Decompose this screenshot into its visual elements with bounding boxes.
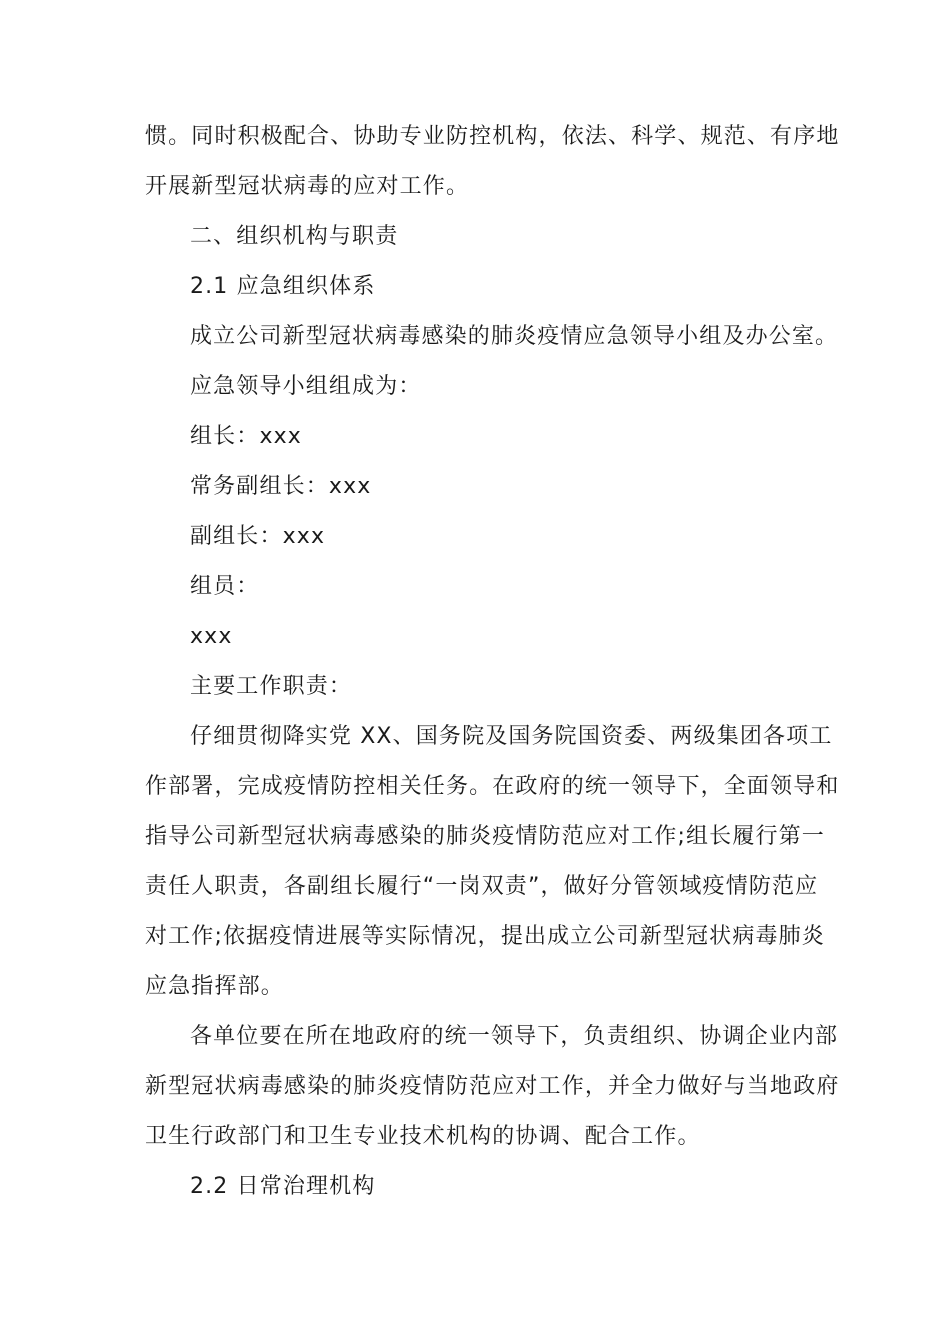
members-value: xxx (190, 624, 233, 649)
paragraph-line: 新型冠状病毒感染的肺炎疫情防范应对工作，并全力做好与当地政府 (145, 1074, 840, 1099)
duties-heading: 主要工作职责： (190, 674, 353, 699)
subsection-heading: 2.1 应急组织体系 (190, 274, 376, 299)
paragraph-line: 应急指挥部。 (145, 974, 284, 999)
paragraph-line: 指导公司新型冠状病毒感染的肺炎疫情防范应对工作;组长履行第一 (145, 824, 825, 849)
paragraph-line: 仔细贯彻降实党 XX、国务院及国务院国资委、两级集团各项工 (190, 724, 833, 749)
deputy-line: 副组长：xxx (190, 524, 326, 549)
paragraph-line: 各单位要在所在地政府的统一领导下，负责组织、协调企业内部 (190, 1024, 839, 1049)
paragraph-line: 对工作;依据疫情进展等实际情况，提出成立公司新型冠状病毒肺炎 (145, 924, 825, 949)
executive-deputy-line: 常务副组长：xxx (190, 474, 372, 499)
paragraph-line: 成立公司新型冠状病毒感染的肺炎疫情应急领导小组及办公室。 (190, 324, 839, 349)
paragraph-line: 作部署，完成疫情防控相关任务。在政府的统一领导下，全面领导和 (145, 774, 840, 799)
leader-line: 组长：xxx (190, 424, 302, 449)
paragraph-line: 惯。同时积极配合、协助专业防控机构，依法、科学、规范、有序地 (145, 124, 840, 149)
paragraph-line: 应急领导小组组成为： (190, 374, 422, 399)
members-label: 组员： (190, 574, 260, 599)
subsection-heading: 2.2 日常治理机构 (190, 1174, 376, 1199)
paragraph-line: 责任人职责，各副组长履行“一岗双责”，做好分管领域疫情防范应 (145, 874, 819, 899)
paragraph-line: 开展新型冠状病毒的应对工作。 (145, 174, 470, 199)
paragraph-line: 卫生行政部门和卫生专业技术机构的协调、配合工作。 (145, 1124, 701, 1149)
section-heading: 二、组织机构与职责 (190, 224, 399, 249)
